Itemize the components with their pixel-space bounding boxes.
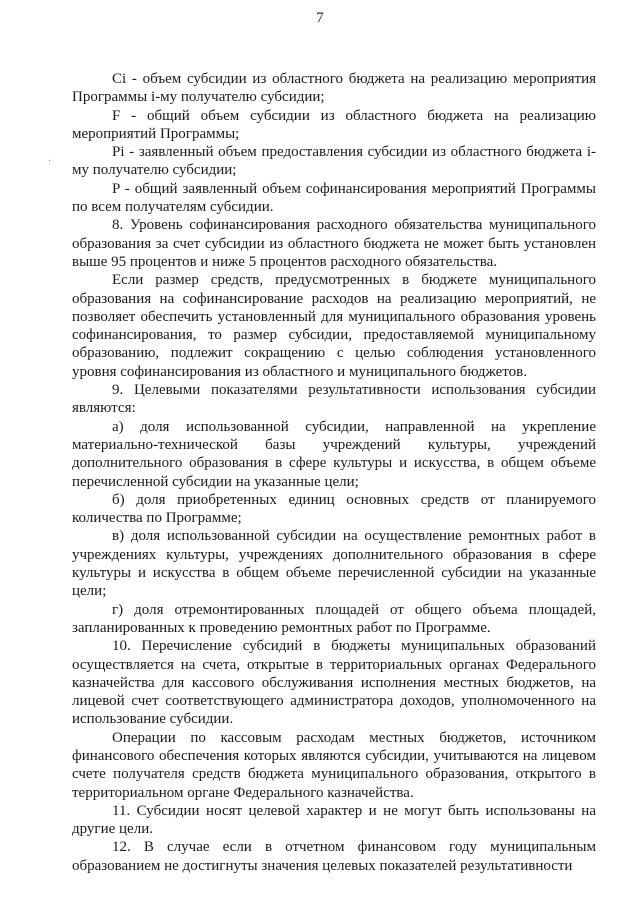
paragraph-12: 12. В случае если в отчетном финансовом году муниципальным образованием не достигнуты значения целевых показателей результативности [72,839,596,874]
margin-mark: · [48,156,52,167]
paragraph-11: 11. Субсидии носят целевой характер и не могут быть использованы на другие цели. [72,802,596,838]
paragraph-9: 9. Целевыми показателями результативности использования субсидии являются: [72,382,596,417]
paragraph-8-continuation: Если размер средств, предусмотренных в бюджете муниципального образования на софинансирование расходов на реализацию мероприятий, не позволяет обеспечить установленный для муниципального образования уровень софинансирования, то размер субсидии, предоставляемой муниципальному образованию, подлежит сокращению с целью соблюдения установленного уровня софинансирования из областного и муниципального бюджетов. [72,272,596,380]
page-number: 7 [316,10,324,26]
paragraph-9-item-a: а) доля использованной субсидии, направленной на укрепление материально-технической базы учреждений культуры, учреждений дополнительного образования в сфере культуры и искусства, в общем объеме перечисленной субсидии на указанные цели; [72,418,596,490]
paragraph-10-continuation: Операции по кассовым расходам местных бюджетов, источником финансового обеспечения которых являются субсидии, учитываются на лицевом счете получателя средств бюджета муниципального образования, открытого в территориальном органе Федерального казначейства. [72,729,596,801]
paragraph-10: 10. Перечисление субсидий в бюджеты муниципальных образований осуществляется на счета, открытые в территориальных органах Федерального казначейства для кассового обслуживания исполнения местных бюджетов, на лицевой счет соответствующего администратора доходов, уполномоченного на использование субсидии. [72,638,596,728]
document-body [72,70,596,875]
paragraph-8: 8. Уровень софинансирования расходного обязательства муниципального образования за счет субсидии из областного бюджета не может быть установлен выше 95 процентов и ниже 5 процентов расходного обязательства. [72,217,596,270]
paragraph-p-definition: P - общий заявленный объем софинансирования мероприятий Программы по всем получателям субсидии. [72,180,596,216]
paragraph-pi-definition: Pi - заявленный объем предоставления субсидии из областного бюджета i-му получателю субсидии; [72,144,596,179]
paragraph-9-item-g: г) доля отремонтированных площадей от общего объема площадей, запланированных к проведению ремонтных работ по Программе. [72,601,596,636]
paragraph-9-item-b: б) доля приобретенных единиц основных средств от планируемого количества по Программе; [72,491,596,527]
paragraph-f-definition: F - общий объем субсидии из областного бюджета на реализацию мероприятий Программы; [72,107,596,142]
paragraph-ci-definition: Ci - объем субсидии из областного бюджета на реализацию мероприятия Программы i-му получателю субсидии; [72,71,596,106]
paragraph-9-item-v: в) доля использованной субсидии на осуществление ремонтных работ в учреждениях культуры, учреждениях дополнительного образования в сфере культуры и искусства в общем объеме перечисленной субсидии на указанные цели; [72,528,596,600]
